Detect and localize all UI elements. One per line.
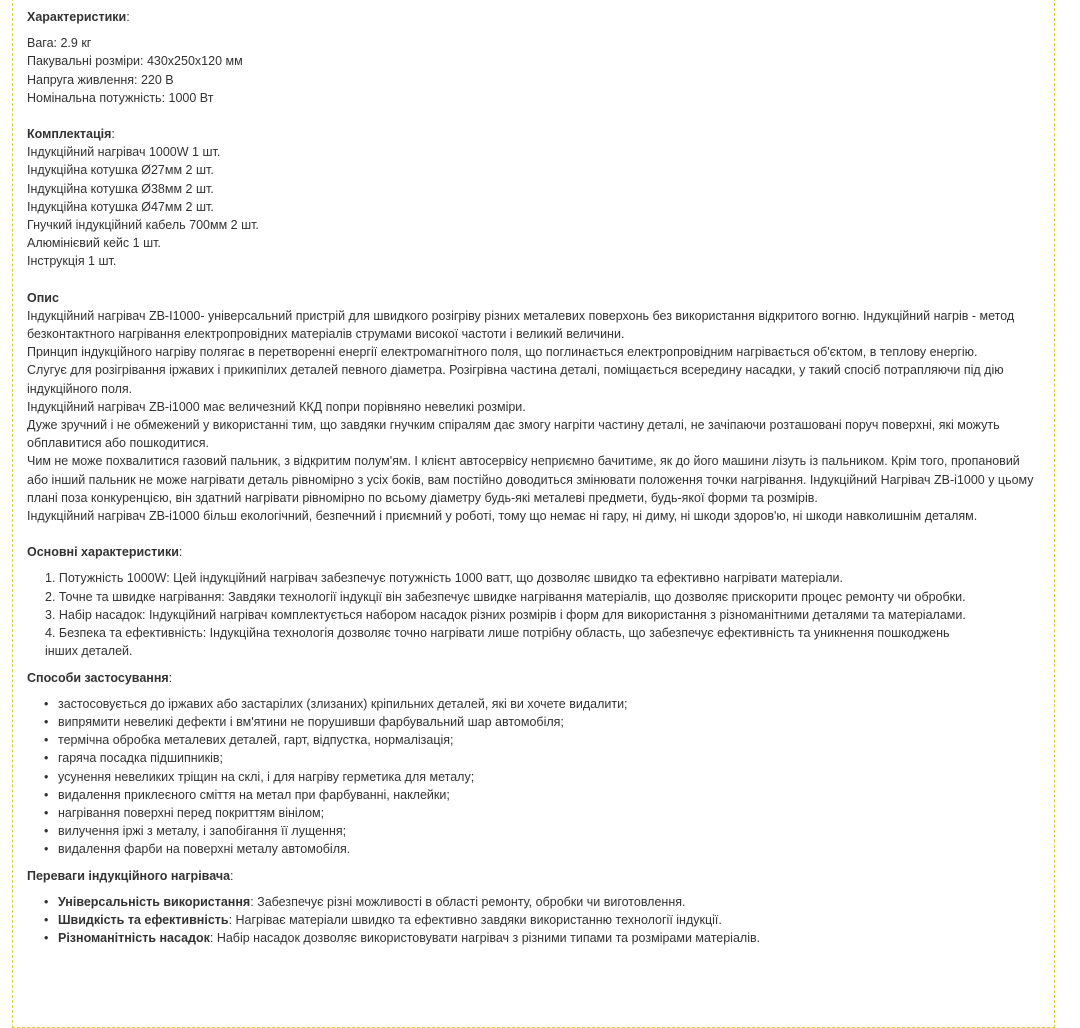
- main-features-heading: Основні характеристики:: [27, 545, 183, 560]
- advantage-title: Швидкість та ефективність: [58, 912, 229, 927]
- description-paragraph: Чим не може похвалитися газовий пальник, з відкритим полум'ям. І клієнт автосервісу неприємно бачитиме, як до його машини лізуть із пальником. Крім того, пропановий або інший пальник не може нагрівати деталь рівномірно з усіх боків, вам постійно доводиться змінювати положення точки нагрівання. Індукційний Нагрівач ZB-i1000 у цьому плані поза конкуренцією, він здатний нагрівати рівномірно по всьому діаметру будь-які металеві предмети, будь-якої форми та розмірів.: [27, 454, 1034, 505]
- bullet-icon: •: [44, 894, 49, 909]
- applications-heading: Способи застосування:: [27, 670, 173, 685]
- spec-line: Вага: 2.9 кг: [27, 36, 92, 51]
- main-features-list: [27, 569, 1042, 660]
- applications-list: [27, 695, 1042, 859]
- advantage-title: Різноманітність насадок: [58, 931, 210, 946]
- bullet-icon: •: [44, 769, 49, 784]
- description-paragraph: Слугує для розігрівання іржавих і прикипілих деталей певного діаметра. Розігрівна частина деталі, поміщається всередину насадки, у такий спосіб потрапляючи під дію індукційного поля.: [27, 363, 1004, 396]
- product-description: [27, 8, 1042, 947]
- package-item: Гнучкий індукційний кабель 700мм 2 шт.: [27, 218, 259, 233]
- spec-line: Номінальна потужність: 1000 Вт: [27, 90, 214, 105]
- spec-line: Напруга живлення: 220 В: [27, 72, 174, 87]
- description-heading: Опис: [27, 290, 59, 305]
- list-item: • вилучення іржі з металу, і запобігання її лущення;: [27, 822, 1042, 840]
- bullet-icon: •: [44, 714, 49, 729]
- package-item: Індукційна котушка Ø47мм 2 шт.: [27, 199, 214, 214]
- list-item: 4. Безпека та ефективність: Індукційна технологія дозволяє точно нагрівати лише потрібну область, що забезпечує ефективність та уникнення пошкоджень інших деталей.: [45, 626, 950, 659]
- package-heading: Комплектація:: [27, 127, 115, 142]
- bullet-icon: •: [44, 787, 49, 802]
- description-paragraph: Індукційний нагрівач ZB-I1000- універсальний пристрій для швидкого розігріву різних металевих поверхонь без використання відкритого вогню. Індукційний нагрів - метод безконтактного нагрівання електропровідних матеріалів струмами високої частоти і великий величини.: [27, 308, 1015, 342]
- bullet-icon: •: [44, 912, 49, 927]
- bullet-icon: •: [44, 733, 49, 748]
- list-item: • нагрівання поверхні перед покриттям вінілом;: [27, 804, 1042, 822]
- description-paragraph: Дуже зручний і не обмежений у використанні тим, що завдяки гнучким спіралям дає змогу нагріти частину деталі, не зачіпаючи розташовані поруч поверхні, які можуть обплавитися або пошкодитися.: [27, 418, 1000, 451]
- package-item: Індукційна котушка Ø38мм 2 шт.: [27, 181, 214, 196]
- list-item: • Різноманітність насадок: Набір насадок дозволяє використовувати нагрівач з різними типами та розмірами матеріалів.: [27, 929, 1042, 947]
- package-item: Інструкція 1 шт.: [27, 254, 117, 269]
- bullet-icon: •: [44, 805, 49, 820]
- bullet-icon: •: [44, 751, 49, 766]
- advantage-title: Універсальність використання: [58, 894, 251, 909]
- description-paragraph: Індукційний нагрівач ZB-i1000 має величезний ККД попри порівняно невеликі розміри.: [27, 399, 526, 414]
- list-item: • Універсальність використання: Забезпечує різні можливості в області ремонту, обробки чи виготовлення.: [27, 893, 1042, 911]
- package-item: Алюмінієвий кейс 1 шт.: [27, 236, 161, 251]
- description-paragraph: Індукційний нагрівач ZB-i1000 більш екологічний, безпечний і приємний у роботі, тому що немає ні гару, ні диму, ні шкоди здоров'ю, ні шкоди навколишнім деталям.: [27, 509, 978, 524]
- bullet-icon: •: [44, 696, 49, 711]
- bullet-icon: •: [44, 931, 49, 946]
- characteristics-heading: Характеристики:: [27, 10, 130, 24]
- list-item: • усунення невеликих тріщин на склі, і для нагріву герметика для металу;: [27, 768, 1042, 786]
- list-item: • видалення приклеєного сміття на метал при фарбуванні, наклейки;: [27, 786, 1042, 804]
- list-item: • термічна обробка металевих деталей, гарт, відпустка, нормалізація;: [27, 731, 1042, 749]
- list-item: • видалення фарби на поверхні металу автомобіля.: [27, 840, 1042, 858]
- spec-line: Пакувальні розміри: 430х250х120 мм: [27, 54, 243, 69]
- advantages-heading: Переваги індукційного нагрівача:: [27, 868, 234, 883]
- package-item: Індукційна котушка Ø27мм 2 шт.: [27, 163, 214, 178]
- list-item: 3. Набір насадок: Індукційний нагрівач комплектується набором насадок різних розмірів і форм для використання з різноманітними деталями та матеріалами.: [45, 607, 966, 622]
- list-item: • випрямити невеликі дефекти і вм'ятини не порушивши фарбувальний шар автомобіля;: [27, 713, 1042, 731]
- bullet-icon: •: [44, 824, 49, 839]
- package-item: Індукційний нагрівач 1000W 1 шт.: [27, 145, 221, 160]
- description-paragraph: Принцип індукційного нагріву полягає в перетворенні енергії електромагнітного поля, що поглинається електропровідним нагрівається об'єктом, в теплову енергію.: [27, 345, 978, 360]
- list-item: • застосовується до іржавих або застарілих (злизаних) кріпильних деталей, які ви хочете видалити;: [27, 695, 1042, 713]
- advantages-list: [27, 893, 1042, 948]
- list-item: 2. Точне та швидке нагрівання: Завдяки технології індукції він забезпечує швидке нагрівання матеріалів, що дозволяє прискорити процес ремонту чи обробки.: [45, 589, 966, 604]
- list-item: 1. Потужність 1000W: Цей індукційний нагрівач забезпечує потужність 1000 ватт, що дозволяє швидко та ефективно нагрівати матеріали.: [45, 571, 843, 586]
- list-item: • гаряча посадка підшипників;: [27, 749, 1042, 767]
- list-item: • Швидкість та ефективність: Нагріває матеріали швидко та ефективно завдяки використанню технології індукції.: [27, 911, 1042, 929]
- bullet-icon: •: [44, 842, 49, 857]
